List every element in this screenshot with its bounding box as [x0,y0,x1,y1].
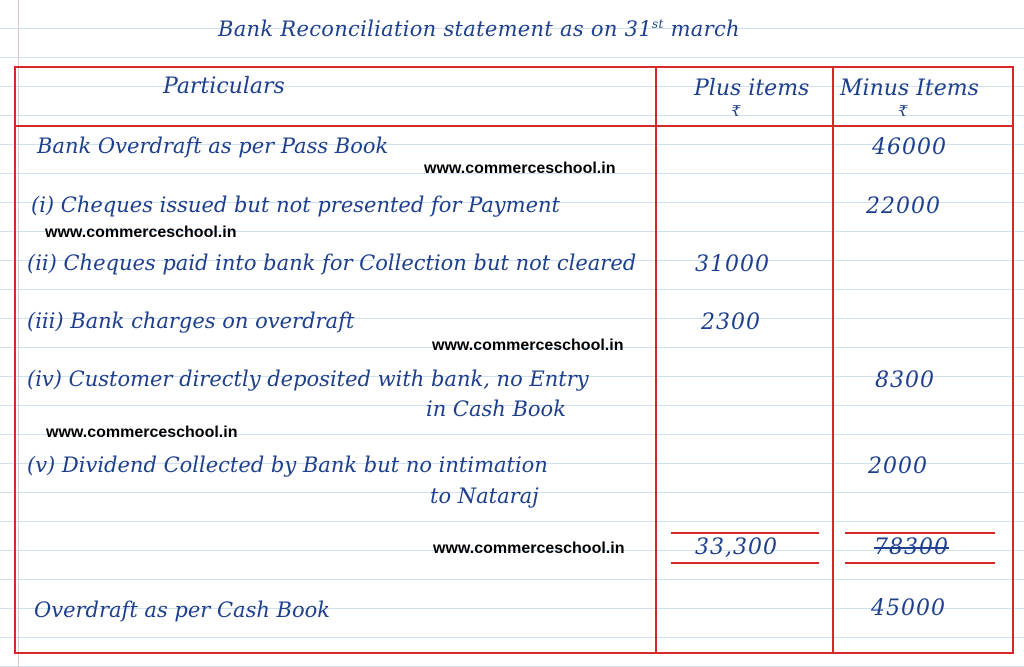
row-dividend-collected-line2: to Nataraj [430,484,539,508]
row-customer-deposit-line2: in Cash Book [426,397,566,421]
plus-total-rule-top [671,532,819,534]
header-divider [14,125,1014,127]
plus-total-rule-bottom [671,562,819,564]
closing-overdraft-cash-book-minus: 45000 [871,596,946,621]
watermark-text: www.commerceschool.in [424,160,616,177]
minus-total: 78300 [874,535,949,560]
row-customer-deposit-minus: 8300 [875,368,935,393]
row-cheques-issued-minus: 22000 [866,194,941,219]
row-overdraft-pass-book-minus: 46000 [872,135,947,160]
row-cheques-issued: (i) Cheques issued but not presented for Payment [31,193,560,217]
row-cheques-paid-in-plus: 31000 [695,252,770,277]
minus-total-rule-bottom [845,562,995,564]
minus-total-rule-top [845,532,995,534]
column-divider-minus [832,66,834,654]
header-minus-currency: ₹ [898,102,908,120]
row-dividend-collected: (v) Dividend Collected by Bank but no intimation [27,453,548,477]
watermark-text: www.commerceschool.in [45,224,237,241]
watermark-text: www.commerceschool.in [46,424,238,441]
row-bank-charges: (iii) Bank charges on overdraft [27,309,355,333]
header-plus-items: Plus items [694,76,810,101]
plus-total: 33,300 [695,535,778,560]
header-particulars: Particulars [163,74,285,99]
row-dividend-collected-minus: 2000 [868,454,928,479]
row-cheques-paid-in: (ii) Cheques paid into bank for Collection but not cleared [27,251,637,275]
header-minus-items: Minus Items [840,76,979,101]
column-divider-plus [655,66,657,654]
watermark-text: www.commerceschool.in [433,540,625,557]
row-bank-charges-plus: 2300 [701,310,761,335]
row-customer-deposit: (iv) Customer directly deposited with bank, no Entry [27,367,589,391]
closing-overdraft-cash-book: Overdraft as per Cash Book [34,598,330,622]
watermark-text: www.commerceschool.in [432,337,624,354]
statement-title: Bank Reconciliation statement as on 31st march [218,17,740,41]
header-plus-currency: ₹ [731,102,741,120]
row-overdraft-pass-book: Bank Overdraft as per Pass Book [37,134,389,158]
